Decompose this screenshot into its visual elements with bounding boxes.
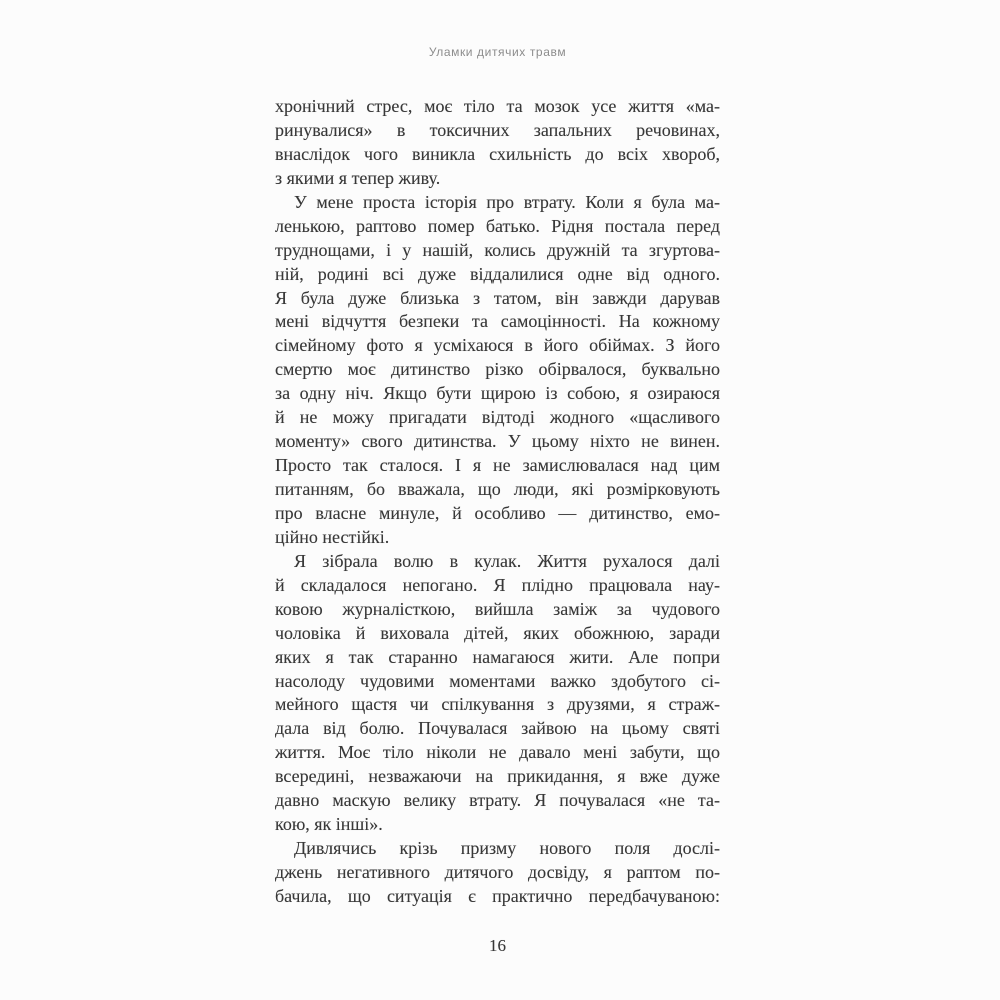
text-line: сімейному фото я усміхаюся в його обіймах. З його (275, 335, 720, 356)
page-body (275, 95, 720, 909)
running-header: Уламки дитячих травм (428, 45, 567, 59)
text-line: мейного щастя чи спілкування з друзями, я страж- (275, 694, 720, 715)
text-line: ній, родині всі дуже віддалилися одне від одного. (275, 263, 720, 284)
text-line: життя. Моє тіло ніколи не давало мені забути, що (275, 742, 720, 763)
text-line: Дивлячись крізь призму нового поля дослі- (294, 838, 720, 859)
text-line: внаслідок чого виникла схильність до всіх хвороб, (275, 143, 720, 164)
text-line: ринувалися» в токсичних запальних речовинах, (275, 119, 720, 140)
text-line: Я зібрала волю в кулак. Життя рухалося далі (294, 550, 720, 571)
text-line: Просто так сталося. І я не замислювалася над цим (275, 455, 720, 476)
text-line: ційно нестійкі. (275, 526, 390, 547)
text-line: хронічний стрес, моє тіло та мозок усе життя «ма- (275, 96, 720, 116)
text-line: мені відчуття безпеки та самоцінності. На кожному (275, 311, 720, 332)
text-line: з якими я тепер живу. (275, 167, 441, 188)
text-line: за одну ніч. Якщо бути щирою із собою, я озираюся (275, 383, 720, 404)
text-line: яких я так старанно намагаюся жити. Але попри (275, 646, 720, 667)
text-line: дала від болю. Почувалася зайвою на цьому святі (275, 718, 720, 739)
text-line: ковою журналісткою, вийшла заміж за чудового (275, 598, 720, 619)
text-line: про власне минуле, й особливо — дитинство, емо- (275, 502, 720, 523)
page-number: 16 (489, 936, 506, 955)
text-line: У мене проста історія про втрату. Коли я була ма- (294, 191, 720, 212)
text-line: смертю моє дитинство різко обірвалося, буквально (275, 359, 720, 380)
text-line: моменту» свого дитинства. У цьому ніхто не винен. (275, 431, 720, 452)
text-line: кою, як інші». (275, 814, 383, 835)
text-line: й складалося непогано. Я плідно працювала нау- (275, 574, 720, 595)
text-line: всередині, незважаючи на прикидання, я вже дуже (275, 766, 720, 787)
text-line: давно маскую велику втрату. Я почувалася «не та- (275, 790, 720, 811)
text-line: труднощами, і у нашій, колись дружній та згуртова- (275, 239, 720, 260)
text-line: бачила, що ситуація є практично передбачуваною: (275, 885, 720, 906)
text-line: Я була дуже близька з татом, він завжди дарував (275, 287, 720, 308)
text-line: чоловіка й виховала дітей, яких обожнюю, заради (275, 622, 720, 643)
text-line: й не можу пригадати відтоді жодного «щасливого (275, 407, 720, 428)
text-line: ленькою, раптово помер батько. Рідня постала перед (275, 215, 720, 236)
text-line: джень негативного дитячого досвіду, я раптом по- (275, 862, 720, 882)
text-line: насолоду чудовими моментами важко здобутого сі- (275, 670, 720, 691)
text-line: питанням, бо вважала, що люди, які розмірковують (275, 479, 720, 499)
